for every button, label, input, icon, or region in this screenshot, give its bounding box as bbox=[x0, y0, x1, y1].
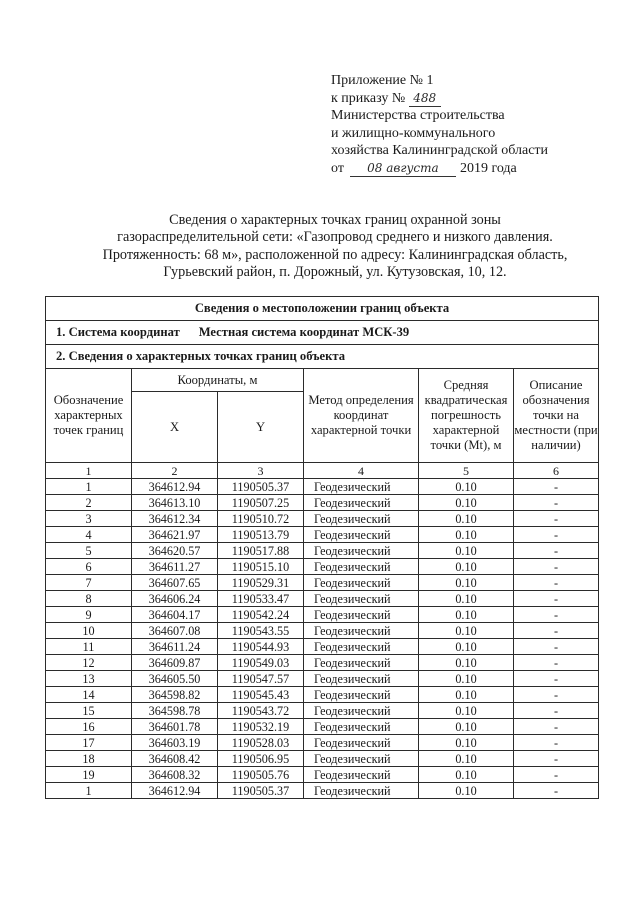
description-cell: - bbox=[514, 607, 599, 623]
column-number: 1 bbox=[46, 463, 132, 479]
point-number-cell: 11 bbox=[46, 639, 132, 655]
x-coordinate-cell: 364613.10 bbox=[132, 495, 218, 511]
description-cell: - bbox=[514, 575, 599, 591]
table-row bbox=[46, 751, 599, 767]
x-coordinate-cell: 364612.94 bbox=[132, 479, 218, 495]
title-line-4: Гурьевский район, п. Дорожный, ул. Кутузовская, 10, 12. bbox=[163, 264, 507, 281]
coord-system-value: Местная система координат МСК-39 bbox=[198, 325, 410, 339]
point-number-cell: 4 bbox=[46, 527, 132, 543]
description-cell: - bbox=[514, 559, 599, 575]
table-row bbox=[46, 511, 599, 527]
table-row bbox=[46, 671, 599, 687]
table-row bbox=[46, 703, 599, 719]
method-cell: Геодезический bbox=[304, 639, 419, 655]
table-row bbox=[46, 559, 599, 575]
description-cell: - bbox=[514, 623, 599, 639]
description-cell: - bbox=[514, 479, 599, 495]
table-row bbox=[46, 591, 599, 607]
point-number-cell: 18 bbox=[46, 751, 132, 767]
description-cell: - bbox=[514, 543, 599, 559]
table-row bbox=[46, 655, 599, 671]
title-line-3: Протяженность: 68 м», расположенной по адресу: Калининградская область, bbox=[102, 246, 568, 263]
point-number-cell: 6 bbox=[46, 559, 132, 575]
method-cell: Геодезический bbox=[304, 719, 419, 735]
annex-line-5: хозяйства Калининградской области bbox=[331, 143, 549, 159]
description-cell: - bbox=[514, 527, 599, 543]
method-cell: Геодезический bbox=[304, 591, 419, 607]
x-coordinate-cell: 364612.34 bbox=[132, 511, 218, 527]
accuracy-cell: 0.10 bbox=[419, 559, 514, 575]
x-coordinate-cell: 364611.27 bbox=[132, 559, 218, 575]
x-coordinate-cell: 364604.17 bbox=[132, 607, 218, 623]
description-cell: - bbox=[514, 591, 599, 607]
x-coordinate-cell: 364621.97 bbox=[132, 527, 218, 543]
annex-order-line bbox=[331, 90, 611, 108]
table-row bbox=[46, 479, 599, 495]
point-number-cell: 19 bbox=[46, 767, 132, 783]
header-description: Описание обозначения точки на местности (при наличии) bbox=[514, 369, 599, 463]
y-coordinate-cell: 1190506.95 bbox=[218, 751, 304, 767]
method-cell: Геодезический bbox=[304, 623, 419, 639]
y-coordinate-cell: 1190507.25 bbox=[218, 495, 304, 511]
description-cell: - bbox=[514, 687, 599, 703]
y-coordinate-cell: 1190542.24 bbox=[218, 607, 304, 623]
description-cell: - bbox=[514, 783, 599, 799]
y-coordinate-cell: 1190505.37 bbox=[218, 479, 304, 495]
accuracy-cell: 0.10 bbox=[419, 751, 514, 767]
x-coordinate-cell: 364608.32 bbox=[132, 767, 218, 783]
annex-order-prefix: к приказу № bbox=[331, 90, 406, 106]
y-coordinate-cell: 1190532.19 bbox=[218, 719, 304, 735]
annex-date-suffix: 2019 года bbox=[459, 160, 517, 176]
y-coordinate-cell: 1190533.47 bbox=[218, 591, 304, 607]
annex-date-line bbox=[331, 160, 611, 178]
point-number-cell: 5 bbox=[46, 543, 132, 559]
description-cell: - bbox=[514, 671, 599, 687]
point-number-cell: 2 bbox=[46, 495, 132, 511]
accuracy-cell: 0.10 bbox=[419, 591, 514, 607]
y-coordinate-cell: 1190515.10 bbox=[218, 559, 304, 575]
accuracy-cell: 0.10 bbox=[419, 783, 514, 799]
y-coordinate-cell: 1190549.03 bbox=[218, 655, 304, 671]
annex-line-1: Приложение № 1 bbox=[331, 73, 434, 88]
description-cell: - bbox=[514, 719, 599, 735]
annex-block bbox=[331, 72, 611, 178]
order-number-handwritten: 488 bbox=[409, 91, 441, 107]
y-coordinate-cell: 1190510.72 bbox=[218, 511, 304, 527]
x-coordinate-cell: 364601.78 bbox=[132, 719, 218, 735]
accuracy-cell: 0.10 bbox=[419, 495, 514, 511]
x-coordinate-cell: 364612.94 bbox=[132, 783, 218, 799]
x-coordinate-cell: 364606.24 bbox=[132, 591, 218, 607]
table-row bbox=[46, 607, 599, 623]
annex-date-prefix: от bbox=[331, 160, 344, 176]
description-cell: - bbox=[514, 703, 599, 719]
y-coordinate-cell: 1190544.93 bbox=[218, 639, 304, 655]
description-cell: - bbox=[514, 767, 599, 783]
column-number: 4 bbox=[304, 463, 419, 479]
point-number-cell: 16 bbox=[46, 719, 132, 735]
section-title: Сведения о местоположении границ объекта bbox=[46, 297, 599, 321]
point-number-cell: 7 bbox=[46, 575, 132, 591]
point-number-cell: 1 bbox=[46, 479, 132, 495]
x-coordinate-cell: 364611.24 bbox=[132, 639, 218, 655]
table-row bbox=[46, 719, 599, 735]
x-coordinate-cell: 364607.08 bbox=[132, 623, 218, 639]
method-cell: Геодезический bbox=[304, 687, 419, 703]
accuracy-cell: 0.10 bbox=[419, 687, 514, 703]
accuracy-cell: 0.10 bbox=[419, 575, 514, 591]
y-coordinate-cell: 1190513.79 bbox=[218, 527, 304, 543]
x-coordinate-cell: 364603.19 bbox=[132, 735, 218, 751]
method-cell: Геодезический bbox=[304, 703, 419, 719]
annex-line-4: и жилищно-коммунального bbox=[331, 125, 496, 141]
accuracy-cell: 0.10 bbox=[419, 735, 514, 751]
accuracy-cell: 0.10 bbox=[419, 671, 514, 687]
method-cell: Геодезический bbox=[304, 607, 419, 623]
y-coordinate-cell: 1190543.72 bbox=[218, 703, 304, 719]
y-coordinate-cell: 1190547.57 bbox=[218, 671, 304, 687]
accuracy-cell: 0.10 bbox=[419, 767, 514, 783]
point-number-cell: 17 bbox=[46, 735, 132, 751]
table-row bbox=[46, 495, 599, 511]
point-number-cell: 13 bbox=[46, 671, 132, 687]
x-coordinate-cell: 364598.78 bbox=[132, 703, 218, 719]
method-cell: Геодезический bbox=[304, 543, 419, 559]
point-number-cell: 15 bbox=[46, 703, 132, 719]
y-coordinate-cell: 1190545.43 bbox=[218, 687, 304, 703]
annex-line-3: Министерства строительства bbox=[331, 108, 505, 124]
table-row bbox=[46, 623, 599, 639]
method-cell: Геодезический bbox=[304, 671, 419, 687]
method-cell: Геодезический bbox=[304, 527, 419, 543]
y-coordinate-cell: 1190517.88 bbox=[218, 543, 304, 559]
x-coordinate-cell: 364609.87 bbox=[132, 655, 218, 671]
method-cell: Геодезический bbox=[304, 783, 419, 799]
boundary-points-table bbox=[45, 296, 599, 799]
header-coordinates: Координаты, м bbox=[132, 369, 304, 392]
point-number-cell: 3 bbox=[46, 511, 132, 527]
accuracy-cell: 0.10 bbox=[419, 479, 514, 495]
x-coordinate-cell: 364620.57 bbox=[132, 543, 218, 559]
accuracy-cell: 0.10 bbox=[419, 607, 514, 623]
column-number: 5 bbox=[419, 463, 514, 479]
y-coordinate-cell: 1190528.03 bbox=[218, 735, 304, 751]
coord-system-row bbox=[46, 321, 599, 345]
method-cell: Геодезический bbox=[304, 511, 419, 527]
y-coordinate-cell: 1190529.31 bbox=[218, 575, 304, 591]
title-line-1: Сведения о характерных точках границ охранной зоны bbox=[169, 212, 501, 228]
point-number-cell: 10 bbox=[46, 623, 132, 639]
x-coordinate-cell: 364598.82 bbox=[132, 687, 218, 703]
y-coordinate-cell: 1190505.37 bbox=[218, 783, 304, 799]
header-designation: Обозначение характерных точек границ bbox=[46, 369, 132, 463]
point-number-cell: 9 bbox=[46, 607, 132, 623]
header-method: Метод определения координат характерной точки bbox=[304, 369, 419, 463]
method-cell: Геодезический bbox=[304, 655, 419, 671]
table-row bbox=[46, 687, 599, 703]
accuracy-cell: 0.10 bbox=[419, 623, 514, 639]
document-title bbox=[40, 212, 630, 282]
method-cell: Геодезический bbox=[304, 767, 419, 783]
accuracy-cell: 0.10 bbox=[419, 703, 514, 719]
column-number: 6 bbox=[514, 463, 599, 479]
table-row bbox=[46, 783, 599, 799]
method-cell: Геодезический bbox=[304, 751, 419, 767]
x-coordinate-cell: 364607.65 bbox=[132, 575, 218, 591]
description-cell: - bbox=[514, 495, 599, 511]
column-number: 2 bbox=[132, 463, 218, 479]
accuracy-cell: 0.10 bbox=[419, 639, 514, 655]
coord-system-label: 1. Система координат bbox=[56, 325, 180, 339]
description-cell: - bbox=[514, 639, 599, 655]
table-row bbox=[46, 639, 599, 655]
table-row bbox=[46, 735, 599, 751]
x-coordinate-cell: 364608.42 bbox=[132, 751, 218, 767]
header-y: Y bbox=[218, 392, 304, 463]
point-number-cell: 12 bbox=[46, 655, 132, 671]
table-row bbox=[46, 543, 599, 559]
description-cell: - bbox=[514, 735, 599, 751]
points-section-title: 2. Сведения о характерных точках границ объекта bbox=[46, 345, 599, 369]
header-x: X bbox=[132, 392, 218, 463]
y-coordinate-cell: 1190543.55 bbox=[218, 623, 304, 639]
method-cell: Геодезический bbox=[304, 735, 419, 751]
method-cell: Геодезический bbox=[304, 495, 419, 511]
accuracy-cell: 0.10 bbox=[419, 527, 514, 543]
y-coordinate-cell: 1190505.76 bbox=[218, 767, 304, 783]
date-handwritten: 08 августа bbox=[350, 161, 456, 177]
x-coordinate-cell: 364605.50 bbox=[132, 671, 218, 687]
method-cell: Геодезический bbox=[304, 575, 419, 591]
method-cell: Геодезический bbox=[304, 479, 419, 495]
accuracy-cell: 0.10 bbox=[419, 655, 514, 671]
header-accuracy: Средняя квадратическая погрешность характерной точки (Mt), м bbox=[419, 369, 514, 463]
column-number-row bbox=[46, 463, 599, 479]
description-cell: - bbox=[514, 511, 599, 527]
point-number-cell: 8 bbox=[46, 591, 132, 607]
description-cell: - bbox=[514, 751, 599, 767]
accuracy-cell: 0.10 bbox=[419, 543, 514, 559]
table-row bbox=[46, 575, 599, 591]
point-number-cell: 14 bbox=[46, 687, 132, 703]
point-number-cell: 1 bbox=[46, 783, 132, 799]
accuracy-cell: 0.10 bbox=[419, 719, 514, 735]
table-row bbox=[46, 767, 599, 783]
title-line-2: газораспределительной сети: «Газопровод среднего и низкого давления. bbox=[117, 229, 553, 246]
table-row bbox=[46, 527, 599, 543]
method-cell: Геодезический bbox=[304, 559, 419, 575]
column-number: 3 bbox=[218, 463, 304, 479]
accuracy-cell: 0.10 bbox=[419, 511, 514, 527]
description-cell: - bbox=[514, 655, 599, 671]
